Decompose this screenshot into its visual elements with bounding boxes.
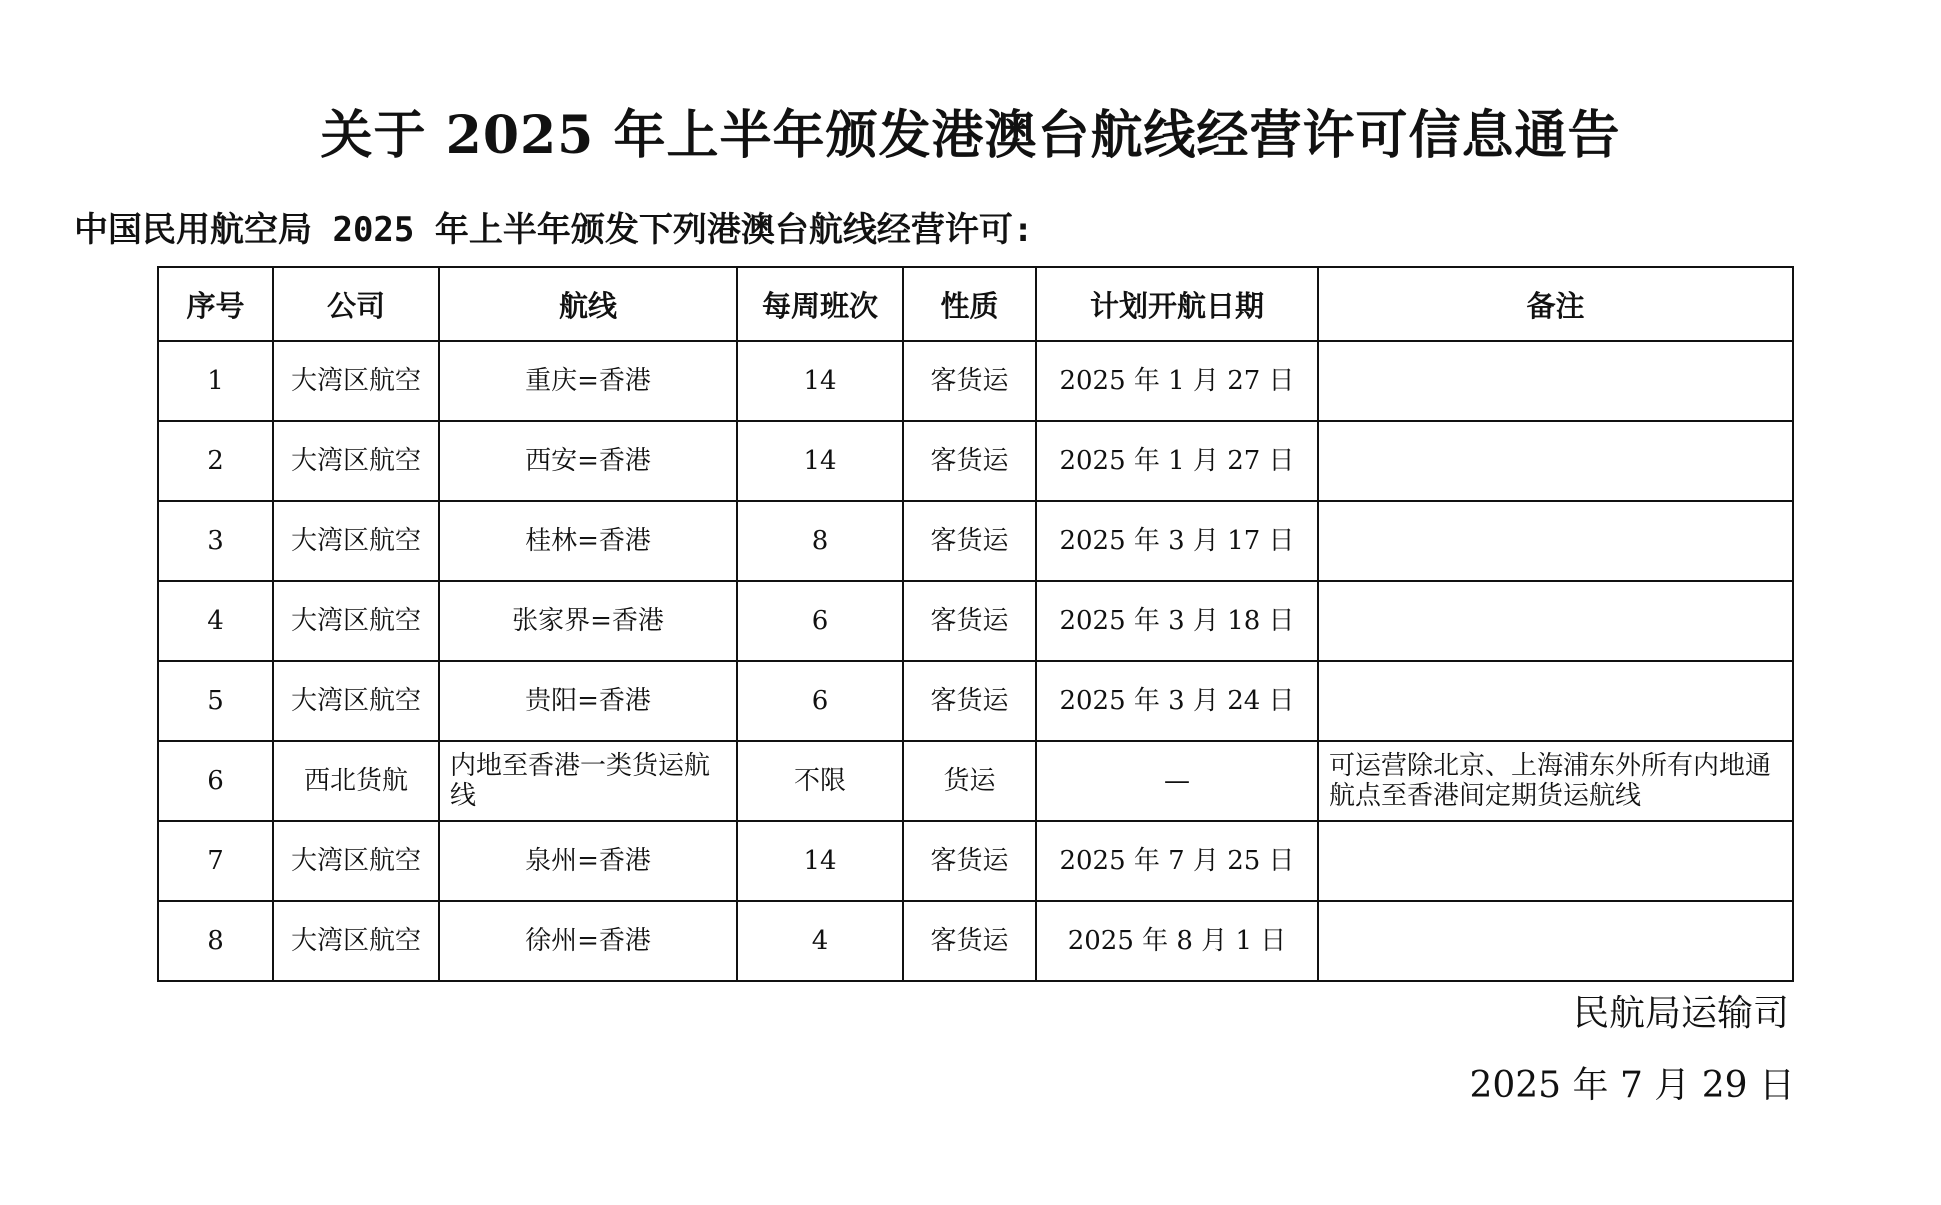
table-row <box>158 661 1793 741</box>
cell-weekly: 4 <box>737 901 903 981</box>
permits-table <box>157 266 1794 982</box>
table-header-row <box>158 267 1793 341</box>
cell-no: 2 <box>158 421 273 501</box>
cell-note <box>1318 421 1793 501</box>
header-company: 公司 <box>273 267 439 341</box>
cell-no: 8 <box>158 901 273 981</box>
cell-company: 大湾区航空 <box>273 581 439 661</box>
table-row <box>158 901 1793 981</box>
header-no: 序号 <box>158 267 273 341</box>
cell-no: 5 <box>158 661 273 741</box>
table-row <box>158 421 1793 501</box>
document-title: 关于 2025 年上半年颁发港澳台航线经营许可信息通告 <box>320 105 1621 166</box>
table-row <box>158 581 1793 661</box>
cell-note: 可运营除北京、上海浦东外所有内地通航点至香港间定期货运航线 <box>1318 741 1793 821</box>
cell-no: 1 <box>158 341 273 421</box>
cell-route: 张家界=香港 <box>439 581 737 661</box>
cell-note <box>1318 901 1793 981</box>
issuer-signature: 民航局运输司 <box>1572 993 1789 1034</box>
cell-nature: 客货运 <box>903 661 1036 741</box>
cell-no: 4 <box>158 581 273 661</box>
issue-date: 2025 年 7 月 29 日 <box>1469 1065 1795 1106</box>
header-nature: 性质 <box>903 267 1036 341</box>
cell-nature: 客货运 <box>903 501 1036 581</box>
cell-route: 西安=香港 <box>439 421 737 501</box>
cell-nature: 客货运 <box>903 901 1036 981</box>
cell-start-date: 2025 年 8 月 1 日 <box>1036 901 1318 981</box>
cell-weekly: 不限 <box>737 741 903 821</box>
table-row <box>158 501 1793 581</box>
cell-no: 3 <box>158 501 273 581</box>
cell-no: 6 <box>158 741 273 821</box>
cell-company: 大湾区航空 <box>273 821 439 901</box>
cell-nature: 货运 <box>903 741 1036 821</box>
cell-route: 桂林=香港 <box>439 501 737 581</box>
table-row <box>158 341 1793 421</box>
cell-company: 大湾区航空 <box>273 341 439 421</box>
intro-text: 中国民用航空局 2025 年上半年颁发下列港澳台航线经营许可: <box>74 210 1034 250</box>
cell-nature: 客货运 <box>903 421 1036 501</box>
cell-note <box>1318 581 1793 661</box>
header-start-date: 计划开航日期 <box>1036 267 1318 341</box>
cell-note <box>1318 661 1793 741</box>
cell-company: 大湾区航空 <box>273 661 439 741</box>
cell-weekly: 14 <box>737 421 903 501</box>
cell-no: 7 <box>158 821 273 901</box>
cell-weekly: 14 <box>737 821 903 901</box>
cell-company: 大湾区航空 <box>273 901 439 981</box>
cell-note <box>1318 341 1793 421</box>
cell-weekly: 14 <box>737 341 903 421</box>
header-note: 备注 <box>1318 267 1793 341</box>
header-weekly: 每周班次 <box>737 267 903 341</box>
cell-nature: 客货运 <box>903 341 1036 421</box>
cell-start-date: 2025 年 1 月 27 日 <box>1036 341 1318 421</box>
cell-nature: 客货运 <box>903 821 1036 901</box>
cell-start-date: 2025 年 3 月 18 日 <box>1036 581 1318 661</box>
cell-route: 贵阳=香港 <box>439 661 737 741</box>
cell-start-date: 2025 年 3 月 17 日 <box>1036 501 1318 581</box>
cell-start-date: 2025 年 7 月 25 日 <box>1036 821 1318 901</box>
cell-note <box>1318 501 1793 581</box>
cell-start-date: — <box>1036 741 1318 821</box>
cell-nature: 客货运 <box>903 581 1036 661</box>
cell-start-date: 2025 年 1 月 27 日 <box>1036 421 1318 501</box>
cell-start-date: 2025 年 3 月 24 日 <box>1036 661 1318 741</box>
cell-company: 大湾区航空 <box>273 501 439 581</box>
cell-route: 泉州=香港 <box>439 821 737 901</box>
cell-weekly: 6 <box>737 581 903 661</box>
cell-company: 大湾区航空 <box>273 421 439 501</box>
cell-weekly: 6 <box>737 661 903 741</box>
cell-route: 徐州=香港 <box>439 901 737 981</box>
cell-note <box>1318 821 1793 901</box>
cell-route: 重庆=香港 <box>439 341 737 421</box>
cell-weekly: 8 <box>737 501 903 581</box>
header-route: 航线 <box>439 267 737 341</box>
table-row <box>158 821 1793 901</box>
cell-company: 西北货航 <box>273 741 439 821</box>
table-row <box>158 741 1793 821</box>
cell-route: 内地至香港一类货运航线 <box>439 741 737 821</box>
